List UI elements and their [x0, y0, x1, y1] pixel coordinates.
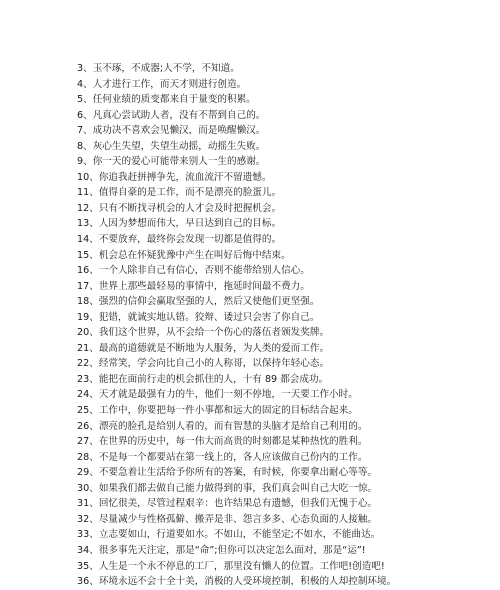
item-text: 回忆很美，尽管过程艰辛：也许结果总有遗憾，但我们无愧于心。 — [98, 498, 378, 510]
item-number: 8、 — [77, 140, 93, 152]
item-text: 任何业绩的质变都来自于量变的积累。 — [92, 94, 256, 106]
item-number: 26、 — [77, 420, 99, 432]
item-number: 19、 — [77, 311, 99, 323]
list-item — [77, 61, 497, 77]
item-text: 人因为梦想而伟大，早日达到自己的目标。 — [98, 218, 282, 230]
item-text: 世界上那些最轻易的事情中，拖延时间最不费力。 — [98, 280, 310, 292]
item-text: 一个人除非自己有信心，否则不能带给别人信心。 — [98, 265, 310, 277]
item-text: 你追我赶拼搏争先，流血流汗不留遗憾。 — [98, 171, 272, 183]
item-number: 36、 — [77, 576, 99, 588]
item-number: 33、 — [77, 529, 99, 541]
list-item — [77, 450, 497, 466]
list-item — [77, 419, 497, 435]
item-text: 你一天的爱心可能带来别人一生的感谢。 — [92, 156, 266, 168]
item-number: 3、 — [77, 63, 93, 74]
item-text: 工作中，你要把每一件小事都和远大的固定的目标结合起来。 — [98, 405, 358, 417]
item-text: 机会总在怀疑犹豫中产生在叫好后悔中结束。 — [98, 249, 291, 261]
item-number: 15、 — [77, 249, 99, 261]
item-number: 17、 — [77, 280, 99, 292]
item-text: 经常笑，学会向比自己小的人称哥，以保持年轻心态。 — [98, 358, 330, 370]
item-number: 11、 — [77, 187, 99, 199]
item-number: 30、 — [77, 482, 99, 494]
item-number: 14、 — [77, 234, 99, 246]
item-number: 12、 — [77, 202, 99, 214]
item-text: 最高的道德就是不断地为人服务，为人类的爱而工作。 — [98, 342, 330, 354]
item-number: 35、 — [77, 560, 99, 572]
item-text: 灰心生失望，失望生动摇，动摇生失败。 — [92, 140, 266, 152]
list-item — [77, 559, 497, 575]
list-item — [77, 543, 497, 559]
list-item — [77, 356, 497, 372]
item-number: 34、 — [77, 544, 99, 556]
item-number: 27、 — [77, 436, 99, 448]
list-item — [77, 123, 497, 139]
item-number: 13、 — [77, 218, 99, 230]
list-item — [77, 465, 497, 481]
item-text: 我们这个世界，从不会给一个伤心的落伍者颁发奖牌。 — [98, 327, 330, 339]
list-item — [77, 310, 497, 326]
list-item — [77, 201, 497, 217]
item-number: 6、 — [77, 109, 93, 121]
item-number: 28、 — [77, 451, 99, 463]
item-text: 犯错，就诚实地认错。狡辩、诿过只会害了你自己。 — [98, 311, 320, 323]
list-item — [77, 496, 497, 512]
list-item — [77, 279, 497, 295]
item-number: 32、 — [77, 513, 99, 525]
item-text: 人才进行工作，而天才则进行创造。 — [92, 78, 247, 90]
item-text: 不是每一个都要站在第一线上的，各人应该做自己份内的工作。 — [98, 451, 368, 463]
item-text: 不要急着让生活给予你所有的答案，有时候，你要拿出耐心等等。 — [98, 467, 378, 479]
item-text: 只有不断找寻机会的人才会及时把握机会。 — [98, 202, 282, 214]
list-item — [77, 108, 497, 124]
item-text: 在世界的历史中，每一伟大而高贵的时刻都是某种热忱的胜利。 — [98, 436, 368, 448]
item-text: 人生是一个永不停息的工厂，那里没有懒人的位置。工作吧!创造吧! — [98, 560, 385, 572]
item-text: 如果我们都去做自己能力做得到的事，我们真会叫自己大吃一惊。 — [98, 482, 378, 494]
numbered-quote-list — [77, 61, 497, 590]
item-text: 玉不琢，不成器;人不学，不知道。 — [92, 63, 240, 74]
item-text: 天才就是最强有力的牛，他们一刻不停地，一天要工作小时。 — [98, 389, 358, 401]
item-number: 21、 — [77, 342, 99, 354]
item-text: 漂亮的脸孔是给别人看的，而有智慧的头脑才是给自己利用的。 — [98, 420, 368, 432]
item-number: 24、 — [77, 389, 99, 401]
list-item — [77, 248, 497, 264]
list-item — [77, 232, 497, 248]
list-item — [77, 341, 497, 357]
list-item — [77, 387, 497, 403]
item-text: 凡真心尝试助人者，没有不帮到自己的。 — [92, 109, 266, 121]
list-item — [77, 294, 497, 310]
list-item — [77, 185, 497, 201]
list-item — [77, 481, 497, 497]
item-text: 能把在面前行走的机会抓住的人，十有 89 都会成功。 — [98, 373, 329, 385]
item-text: 成功决不喜欢会见懒汉，而是唤醒懒汉。 — [92, 125, 266, 137]
item-number: 16、 — [77, 265, 99, 277]
list-item — [77, 154, 497, 170]
list-item — [77, 139, 497, 155]
item-number: 25、 — [77, 405, 99, 417]
list-item — [77, 574, 497, 590]
item-number: 29、 — [77, 467, 99, 479]
item-text: 值得自豪的是工作，而不是漂亮的脸蛋儿。 — [98, 187, 282, 199]
list-item — [77, 170, 497, 186]
item-number: 23、 — [77, 373, 99, 385]
list-item — [77, 372, 497, 388]
item-text: 立志要如山，行道要如水。不如山，不能坚定;不如水，不能曲达。 — [98, 529, 381, 541]
item-number: 7、 — [77, 125, 93, 137]
item-number: 18、 — [77, 296, 99, 308]
item-text: 尽量减少与性格孤僻、搬弄是非、怨言多多、心态负面的人接触。 — [98, 513, 378, 525]
list-item — [77, 263, 497, 279]
list-item — [77, 527, 497, 543]
item-number: 5、 — [77, 94, 93, 106]
list-item — [77, 216, 497, 232]
item-number: 10、 — [77, 171, 99, 183]
item-number: 31、 — [77, 498, 99, 510]
item-number: 20、 — [77, 327, 99, 339]
list-item — [77, 403, 497, 419]
item-number: 22、 — [77, 358, 99, 370]
item-text: 不要放弃，最终你会发现一切都是值得的。 — [98, 234, 282, 246]
list-item — [77, 92, 497, 108]
item-text: 很多事先天注定，那是“命”;但你可以决定怎么面对，那是“运”! — [98, 544, 366, 556]
list-item — [77, 77, 497, 93]
item-number: 4、 — [77, 78, 93, 90]
item-text: 强烈的信仰会赢取坚强的人，然后又使他们更坚强。 — [98, 296, 320, 308]
list-item — [77, 512, 497, 528]
item-number: 9、 — [77, 156, 93, 168]
item-text: 环境永远不会十全十美，消极的人受环境控制，积极的人却控制环境。 — [98, 576, 397, 588]
list-item — [77, 325, 497, 341]
list-item — [77, 434, 497, 450]
